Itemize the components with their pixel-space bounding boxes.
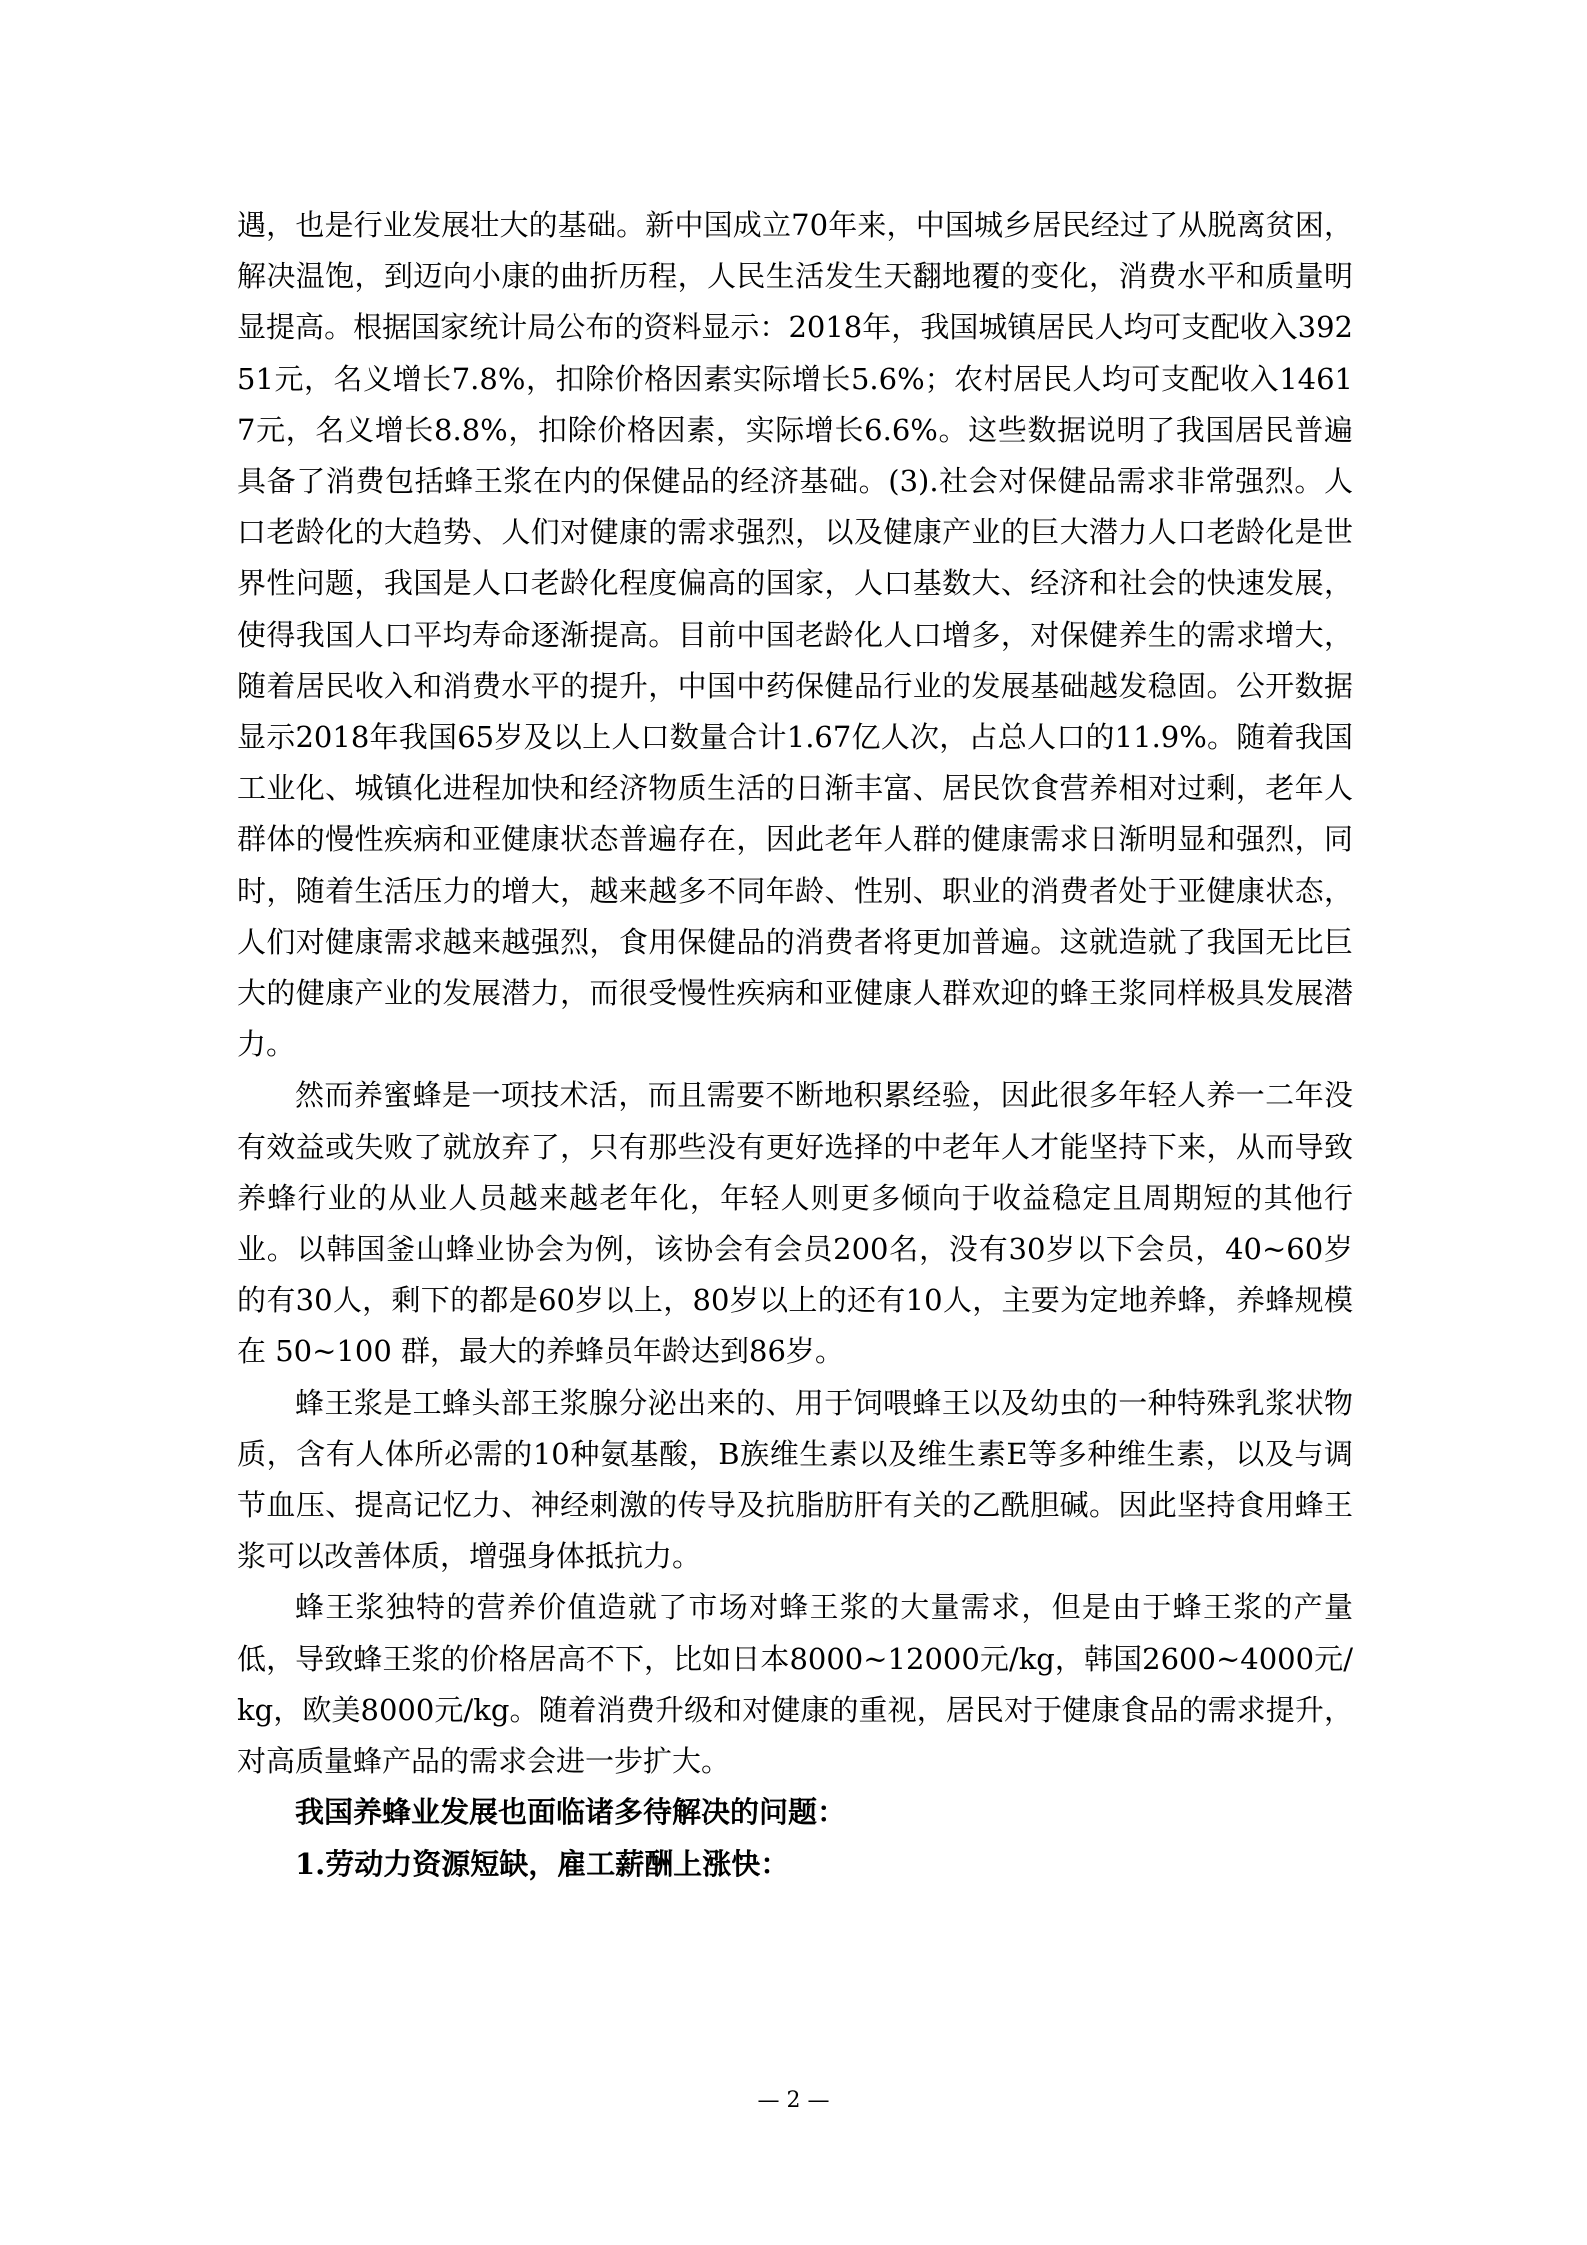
section-heading-problems: 我国养蜂业发展也面临诸多待解决的问题：	[295, 1795, 847, 1830]
paragraph-continuation: 遇，也是行业发展壮大的基础。新中国成立70年来，中国城乡居民经过了从脱离贫困，解决温饱，到迈向小康的曲折历程，人民生活发生天翻地覆的变化，消费水平和质量明显提高。根据国家统计局公布的资料显示：2018年，我国城镇居民人均可支配收入39251元，名义增长7.8%，扣除价格因素实际增长5.6%；农村居民人均可支配收入14617元，名义增长8.8%，扣除价格因素，实际增长6.6%。这些数据说明了我国居民普遍具备了消费包括蜂王浆在内的保健品的经济基础。(3).社会对保健品需求非常强烈。人口老龄化的大趋势、人们对健康的需求强烈，以及健康产业的巨大潜力人口老龄化是世界性问题，我国是人口老龄化程度偏高的国家，人口基数大、经济和社会的快速发展，使得我国人口平均寿命逐渐提高。目前中国老龄化人口增多，对保健养生的需求增大，随着居民收入和消费水平的提升，中国中药保健品行业的发展基础越发稳固。公开数据显示2018年我国65岁及以上人口数量合计1.67亿人次，占总人口的11.9%。随着我国工业化、城镇化进程加快和经济物质生活的日渐丰富、居民饮食营养相对过剩，老年人群体的慢性疾病和亚健康状态普遍存在，因此老年人群的健康需求日渐明显和强烈，同时，随着生活压力的增大，越来越多不同年龄、性别、职业的消费者处于亚健康状态，人们对健康需求越来越强烈，食用保健品的消费者将更加普遍。这就造就了我国无比巨大的健康产业的发展潜力，而很受慢性疾病和亚健康人群欢迎的蜂王浆同样极具发展潜力。	[237, 208, 1353, 1062]
paragraph-royal-jelly-market: 蜂王浆独特的营养价值造就了市场对蜂王浆的大量需求，但是由于蜂王浆的产量低，导致蜂王浆的价格居高不下，比如日本8000~12000元/kg，韩国2600~4000元/kg，欧美8000元/kg。随着消费升级和对健康的重视，居民对于健康食品的需求提升，对高质量蜂产品的需求会进一步扩大。	[237, 1590, 1353, 1779]
paragraph-beekeeping-labor: 然而养蜜蜂是一项技术活，而且需要不断地积累经验，因此很多年轻人养一二年没有效益或失败了就放弃了，只有那些没有更好选择的中老年人才能坚持下来，从而导致养蜂行业的从业人员越来越老年化，年轻人则更多倾向于收益稳定且周期短的其他行业。以韩国釜山蜂业协会为例，该协会有会员200名，没有30岁以下会员，40~60岁的有30人，剩下的都是60岁以上，80岁以上的还有10人，主要为定地养蜂，养蜂规模在 50~100 群，最大的养蜂员年龄达到86岁。	[237, 1078, 1353, 1369]
body-text	[237, 200, 1353, 1890]
subsection-heading-labor-shortage: 1.劳动力资源短缺，雇工薪酬上涨快：	[295, 1846, 790, 1881]
paragraph-royal-jelly-nutrition: 蜂王浆是工蜂头部王浆腺分泌出来的、用于饲喂蜂王以及幼虫的一种特殊乳浆状物质，含有人体所必需的10种氨基酸，B族维生素以及维生素E等多种维生素，以及与调节血压、提高记忆力、神经刺激的传导及抗脂肪肝有关的乙酰胆碱。因此坚持食用蜂王浆可以改善体质，增强身体抵抗力。	[237, 1385, 1353, 1574]
page-number: — 2 —	[757, 2088, 830, 2113]
